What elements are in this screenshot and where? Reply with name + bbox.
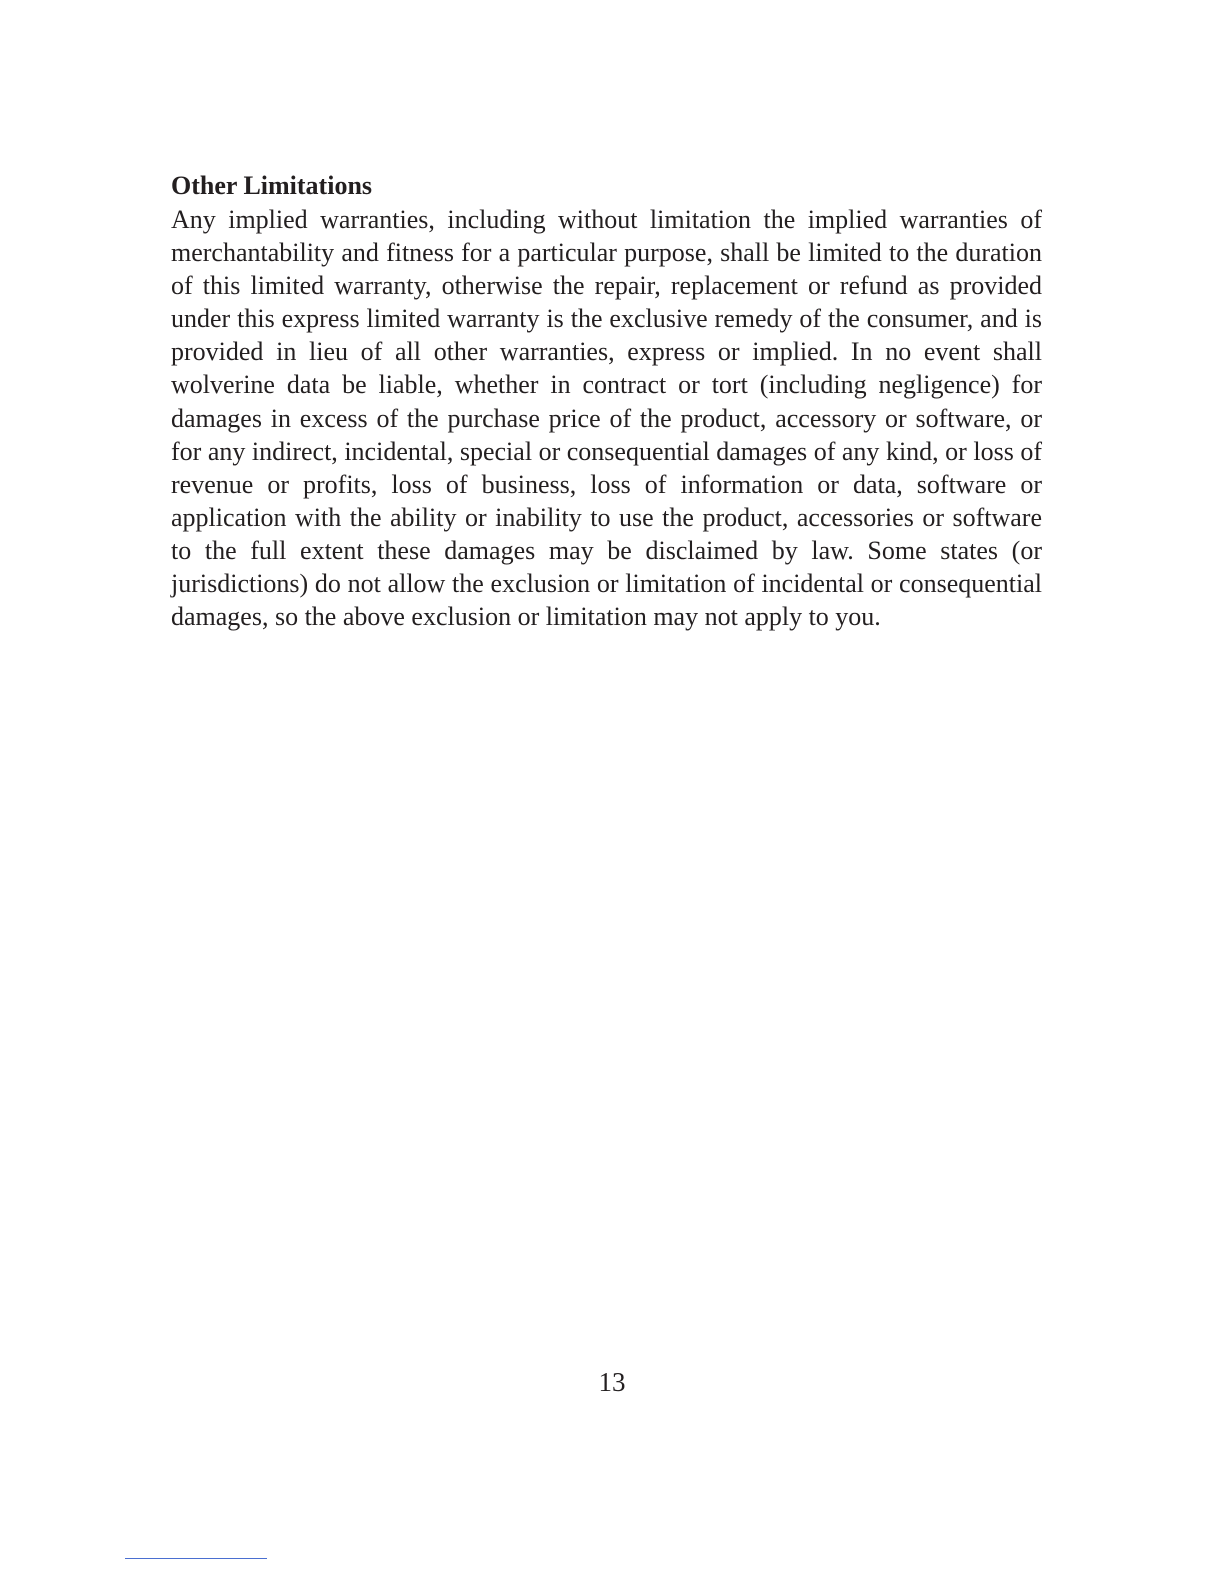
body-paragraph: Any implied warranties, including without limitation the implied warranties of merchantability and fitness for a particular purpose, shall be limited to the duration of this limited warranty, otherwise the repair, replacement or refund as provided under this express limited warranty is the exclusive remedy of the consumer, and is provided in lieu of all other warranties, express or implied. In no event shall wolverine data be liable, whether in contract or tort (including negligence) for damages in excess of the purchase price of the product, accessory or software, or for any indirect, incidental, special or consequential damages of any kind, or loss of revenue or profits, loss of business, loss of information or data, software or application with the ability or inability to use the product, accessories or software to the full extent these damages may be disclaimed by law. Some states (or jurisdictions) do not allow the exclusion or limitation of incidental or consequential damages, so the above exclusion or limitation may not apply to you. <box>171 205 1042 632</box>
page-number: 13 <box>598 1367 626 1397</box>
section-heading: Other Limitations <box>171 171 373 200</box>
footnote-rule <box>125 1558 267 1559</box>
